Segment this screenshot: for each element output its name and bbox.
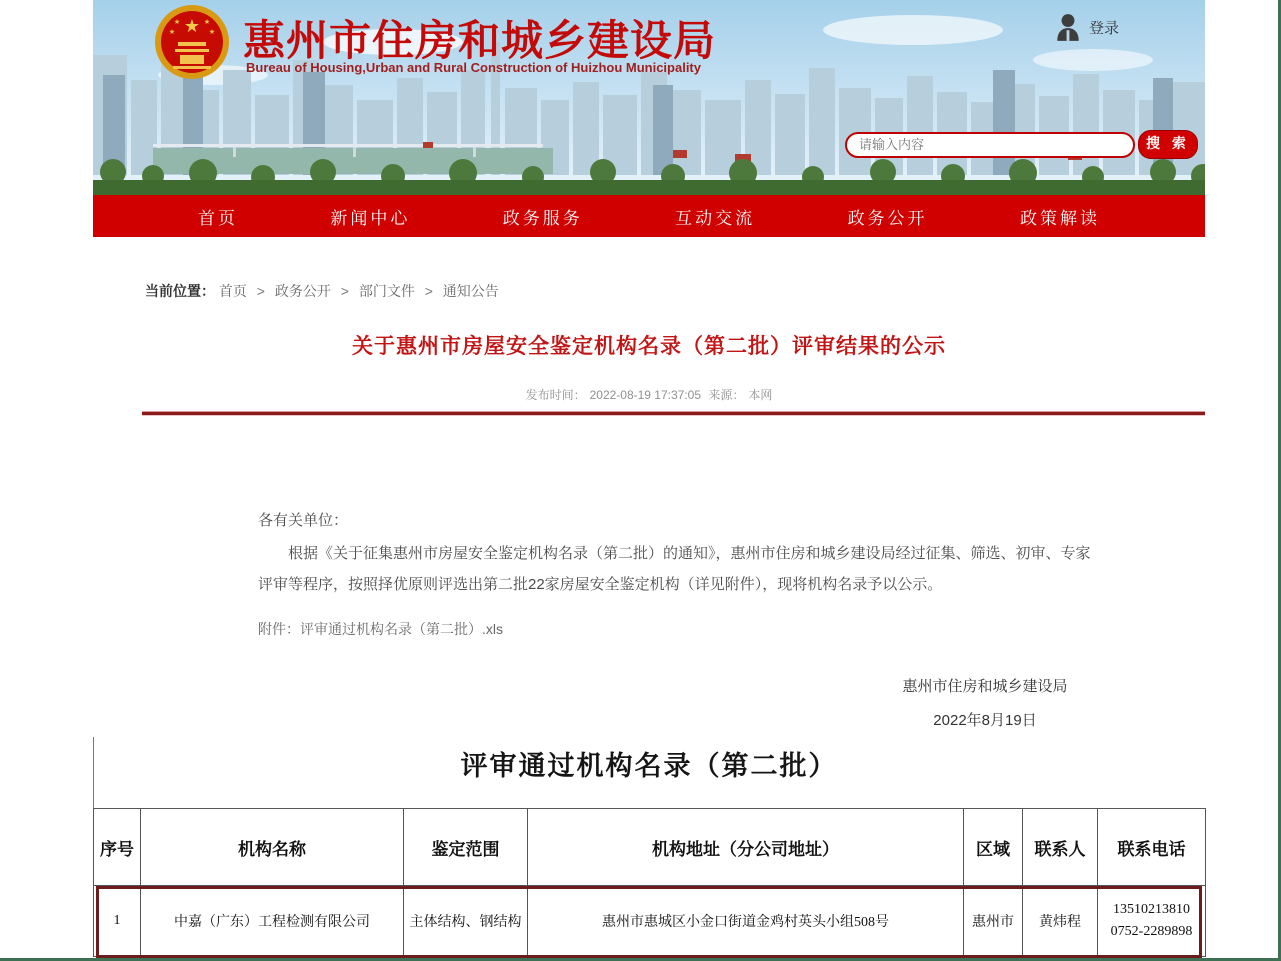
- article-title: 关于惠州市房屋安全鉴定机构名录（第二批）评审结果的公示: [352, 335, 946, 358]
- svg-text:★: ★: [173, 19, 181, 26]
- main-nav: [93, 195, 1205, 237]
- breadcrumb-separator: >: [424, 283, 433, 299]
- cell-contact: 黄炜程: [1023, 886, 1098, 957]
- header-scope: 鉴定范围: [404, 809, 528, 886]
- cell-name: 中嘉（广东）工程检测有限公司: [141, 886, 404, 957]
- cell-address: 惠州市惠城区小金口街道金鸡村英头小组508号: [528, 886, 964, 957]
- breadcrumb-disclosure[interactable]: 政务公开: [274, 283, 331, 299]
- header-phone: 联系电话: [1098, 809, 1206, 886]
- cell-region: 惠州市: [964, 886, 1023, 957]
- cell-no: 1: [94, 886, 141, 957]
- breadcrumb-separator: >: [340, 283, 349, 299]
- agency-table: [93, 808, 1206, 957]
- cell-phone: [1098, 886, 1206, 957]
- table-header-row: [94, 809, 1206, 886]
- source-value: 本网: [748, 388, 773, 402]
- nav-item-news[interactable]: 新闻中心: [330, 208, 411, 228]
- publish-label: 发布时间：: [525, 388, 586, 402]
- breadcrumb-dept-files[interactable]: 部门文件: [358, 283, 415, 299]
- source-label: 来源：: [708, 388, 745, 402]
- attachment-link[interactable]: 附件：评审通过机构名录（第二批）.xls: [258, 621, 503, 637]
- search-input[interactable]: [845, 132, 1135, 158]
- signature-org: 惠州市住房和城乡建设局: [902, 678, 1068, 695]
- breadcrumb-home[interactable]: 首页: [218, 283, 247, 299]
- signature-date: 2022年8月19日: [933, 712, 1037, 729]
- svg-text:★: ★: [203, 19, 211, 26]
- table-row: [94, 886, 1206, 957]
- nav-item-interaction[interactable]: 互动交流: [675, 208, 756, 228]
- svg-text:★: ★: [208, 29, 216, 36]
- phone-landline: 0752-2289898: [1110, 924, 1193, 939]
- nav-item-home[interactable]: 首页: [198, 208, 238, 228]
- header-no: 序号: [94, 809, 141, 886]
- cell-scope: 主体结构、钢结构: [404, 886, 528, 957]
- breadcrumb: [145, 281, 499, 301]
- nav-item-services[interactable]: 政务服务: [502, 208, 583, 228]
- site-banner: [93, 0, 1205, 195]
- header-region: 区域: [964, 809, 1023, 886]
- search-bar: [845, 130, 1198, 159]
- header-name: 机构名称: [141, 809, 404, 886]
- publish-time: 2022-08-19 17:37:05: [589, 388, 702, 402]
- login-label: 登录: [1089, 19, 1120, 37]
- header-contact: 联系人: [1023, 809, 1098, 886]
- national-emblem-icon: [153, 2, 231, 82]
- phone-mobile: 13510213810: [1113, 902, 1190, 917]
- table-title: 评审通过机构名录（第二批）: [460, 751, 838, 781]
- article-body: [258, 505, 1098, 600]
- site-title: 惠州市住房和城乡建设局: [243, 17, 717, 64]
- svg-text:★: ★: [168, 29, 176, 36]
- body-paragraph: 根据《关于征集惠州市房屋安全鉴定机构名录（第二批）的通知》，惠州市住房和城乡建设局经过征集、筛选、初审、专家评审等程序，按照择优原则评选出第二批22家房屋安全鉴定机构（详见附件），现将机构名录予以公示。: [258, 545, 1091, 593]
- user-icon: [1055, 12, 1081, 42]
- header-address: 机构地址（分公司地址）: [528, 809, 964, 886]
- salutation: 各有关单位：: [258, 512, 349, 529]
- svg-text:★: ★: [183, 16, 201, 36]
- nav-item-disclosure[interactable]: 政务公开: [847, 208, 928, 228]
- search-button[interactable]: 搜 索: [1138, 130, 1198, 159]
- site-subtitle: Bureau of Housing,Urban and Rural Construction of Huizhou Municipality: [246, 60, 701, 75]
- breadcrumb-label: 当前位置：: [145, 283, 215, 299]
- login-button[interactable]: [1055, 12, 1119, 42]
- breadcrumb-separator: >: [256, 283, 265, 299]
- signature-block: [845, 670, 1125, 738]
- article-meta: [93, 386, 1205, 403]
- breadcrumb-notices[interactable]: 通知公告: [442, 283, 499, 299]
- nav-item-policy[interactable]: 政策解读: [1019, 208, 1100, 228]
- title-divider: [142, 411, 1205, 416]
